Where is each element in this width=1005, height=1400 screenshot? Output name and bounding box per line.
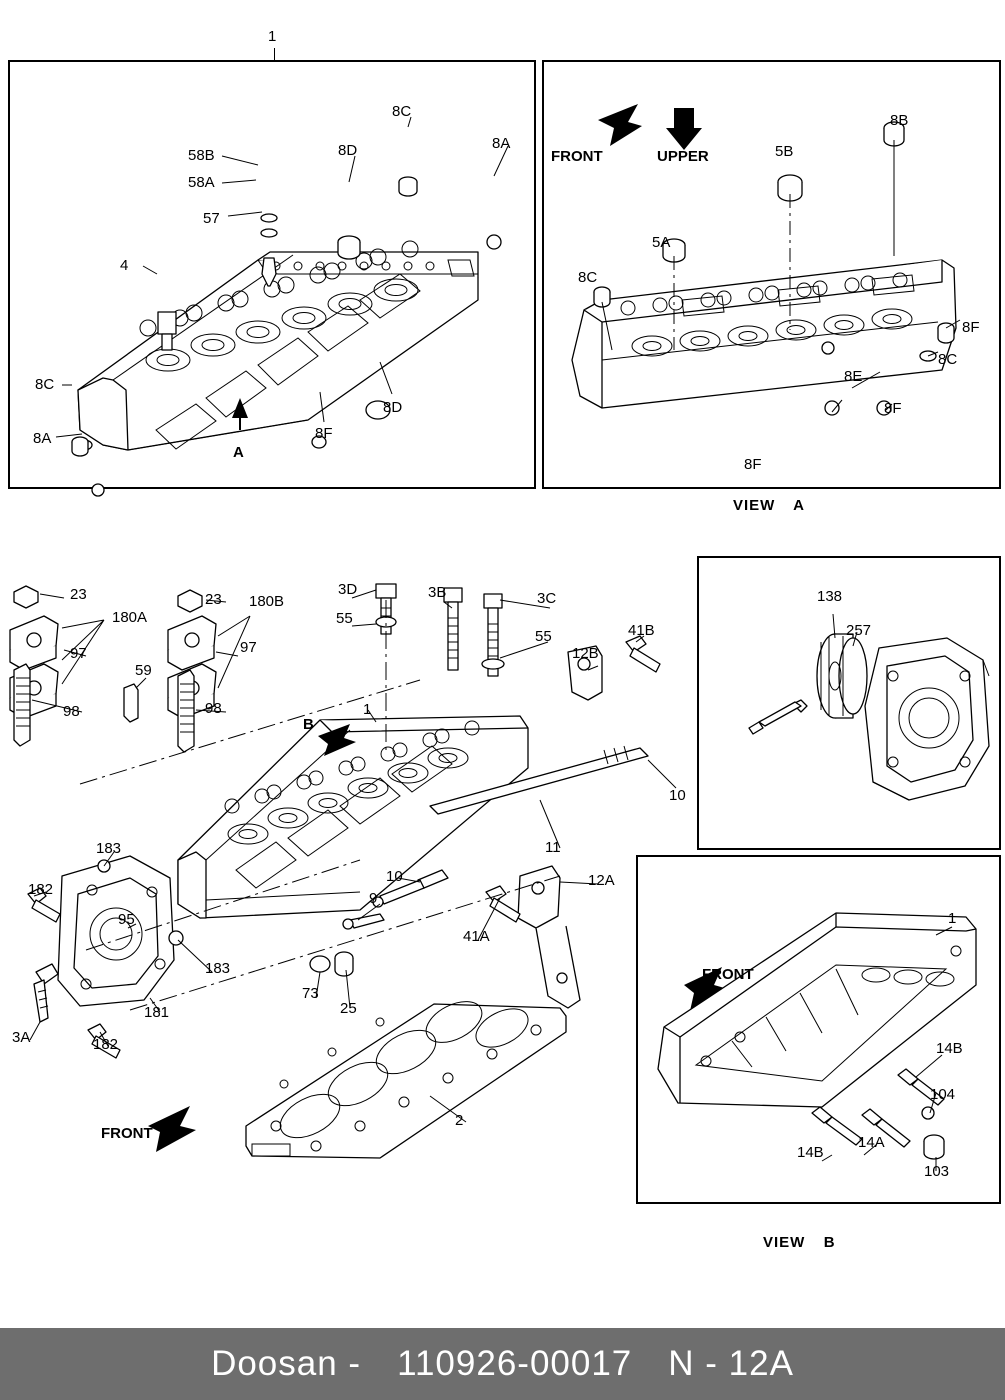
callout-183-lower: 183 xyxy=(205,960,231,977)
callout-104: 104 xyxy=(930,1086,956,1103)
callout-23-left: 23 xyxy=(70,586,87,603)
callout-3A: 3A xyxy=(12,1029,31,1046)
callout-1-lower: 1 xyxy=(363,701,372,718)
callout-3C: 3C xyxy=(537,590,557,607)
callout-55-right: 55 xyxy=(535,628,552,645)
callout-98-left: 98 xyxy=(63,703,80,720)
callout-23-right: 23 xyxy=(205,591,222,608)
callout-180B: 180B xyxy=(249,593,285,610)
section-marker-a: A xyxy=(233,444,244,461)
callout-98-right: 98 xyxy=(205,700,222,717)
callout-12B: 12B xyxy=(572,645,599,662)
callout-180A: 180A xyxy=(112,609,148,626)
callout-55-left: 55 xyxy=(336,610,353,627)
callout-97-right: 97 xyxy=(240,639,257,656)
callout-58B: 58B xyxy=(188,147,215,164)
label-front-view-a: FRONT xyxy=(551,148,603,165)
callout-8A-lower: 8A xyxy=(33,430,52,447)
callout-12A: 12A xyxy=(588,872,615,889)
callout-5B: 5B xyxy=(775,143,794,160)
callout-8A-upper: 8A xyxy=(492,135,511,152)
callout-14B-right: 14B xyxy=(936,1040,963,1057)
callout-182-lower: 182 xyxy=(93,1036,119,1053)
view-a-art xyxy=(542,60,997,485)
footer-brand: Doosan - xyxy=(211,1344,362,1383)
callout-41B: 41B xyxy=(628,622,655,639)
callout-14A: 14A xyxy=(858,1134,885,1151)
view-b-caption xyxy=(763,1234,836,1251)
view-a-caption-prefix: VIEW xyxy=(733,497,776,514)
footer-bar xyxy=(0,1328,1005,1400)
callout-181: 181 xyxy=(144,1004,170,1021)
footer-part-number: 110926-00017 xyxy=(397,1344,633,1383)
callout-1-top: 1 xyxy=(268,28,277,45)
callout-138: 138 xyxy=(817,588,843,605)
callout-257: 257 xyxy=(846,622,872,639)
callout-183-upper: 183 xyxy=(96,840,122,857)
callout-2-gasket: 2 xyxy=(455,1112,464,1129)
callout-103: 103 xyxy=(924,1163,950,1180)
callout-11: 11 xyxy=(545,839,561,856)
callout-8C-upper: 8C xyxy=(392,103,412,120)
view-a-caption xyxy=(733,497,805,514)
callout-73: 73 xyxy=(302,985,319,1002)
label-upper-view-a: UPPER xyxy=(657,148,709,165)
footer-page-number: N - 12A xyxy=(668,1344,794,1383)
callout-8F-view-a-right: 8F xyxy=(962,319,980,336)
callout-10-left: 10 xyxy=(386,868,403,885)
callout-8F-lower: 8F xyxy=(315,425,333,442)
callout-3B: 3B xyxy=(428,584,447,601)
section-marker-b: B xyxy=(303,716,314,733)
callout-41A: 41A xyxy=(463,928,490,945)
callout-8E: 8E xyxy=(844,368,863,385)
callout-8C-view-a-left: 8C xyxy=(578,269,598,286)
callout-4: 4 xyxy=(120,257,129,274)
callout-8F-view-a-mid: 8F xyxy=(884,400,902,417)
callout-97-left: 97 xyxy=(70,645,87,662)
label-front-lower: FRONT xyxy=(101,1125,153,1142)
callout-9: 9 xyxy=(369,890,378,907)
callout-8D-upper: 8D xyxy=(338,142,358,159)
callout-8C-lower: 8C xyxy=(35,376,55,393)
callout-95: 95 xyxy=(118,911,135,928)
callout-25: 25 xyxy=(340,1000,357,1017)
callout-10-right: 10 xyxy=(669,787,686,804)
view-b-caption-letter: B xyxy=(823,1234,836,1251)
callout-3D: 3D xyxy=(338,581,358,598)
callout-1-view-b: 1 xyxy=(948,910,957,927)
callout-58A: 58A xyxy=(188,174,215,191)
view-a-caption-letter: A xyxy=(793,497,805,514)
callout-8C-view-a-right: 8C xyxy=(938,351,958,368)
callout-8D-lower: 8D xyxy=(383,399,403,416)
callout-57: 57 xyxy=(203,210,220,227)
callout-59: 59 xyxy=(135,662,152,679)
callout-182-upper: 182 xyxy=(28,881,54,898)
callout-8F-view-a-bottom: 8F xyxy=(744,456,762,473)
timing-gear-art xyxy=(697,556,997,846)
label-front-view-b: FRONT xyxy=(702,966,754,983)
callout-14B-left: 14B xyxy=(797,1144,824,1161)
callout-8B: 8B xyxy=(890,112,909,129)
view-b-caption-prefix: VIEW xyxy=(763,1234,806,1251)
callout-5A: 5A xyxy=(652,234,671,251)
